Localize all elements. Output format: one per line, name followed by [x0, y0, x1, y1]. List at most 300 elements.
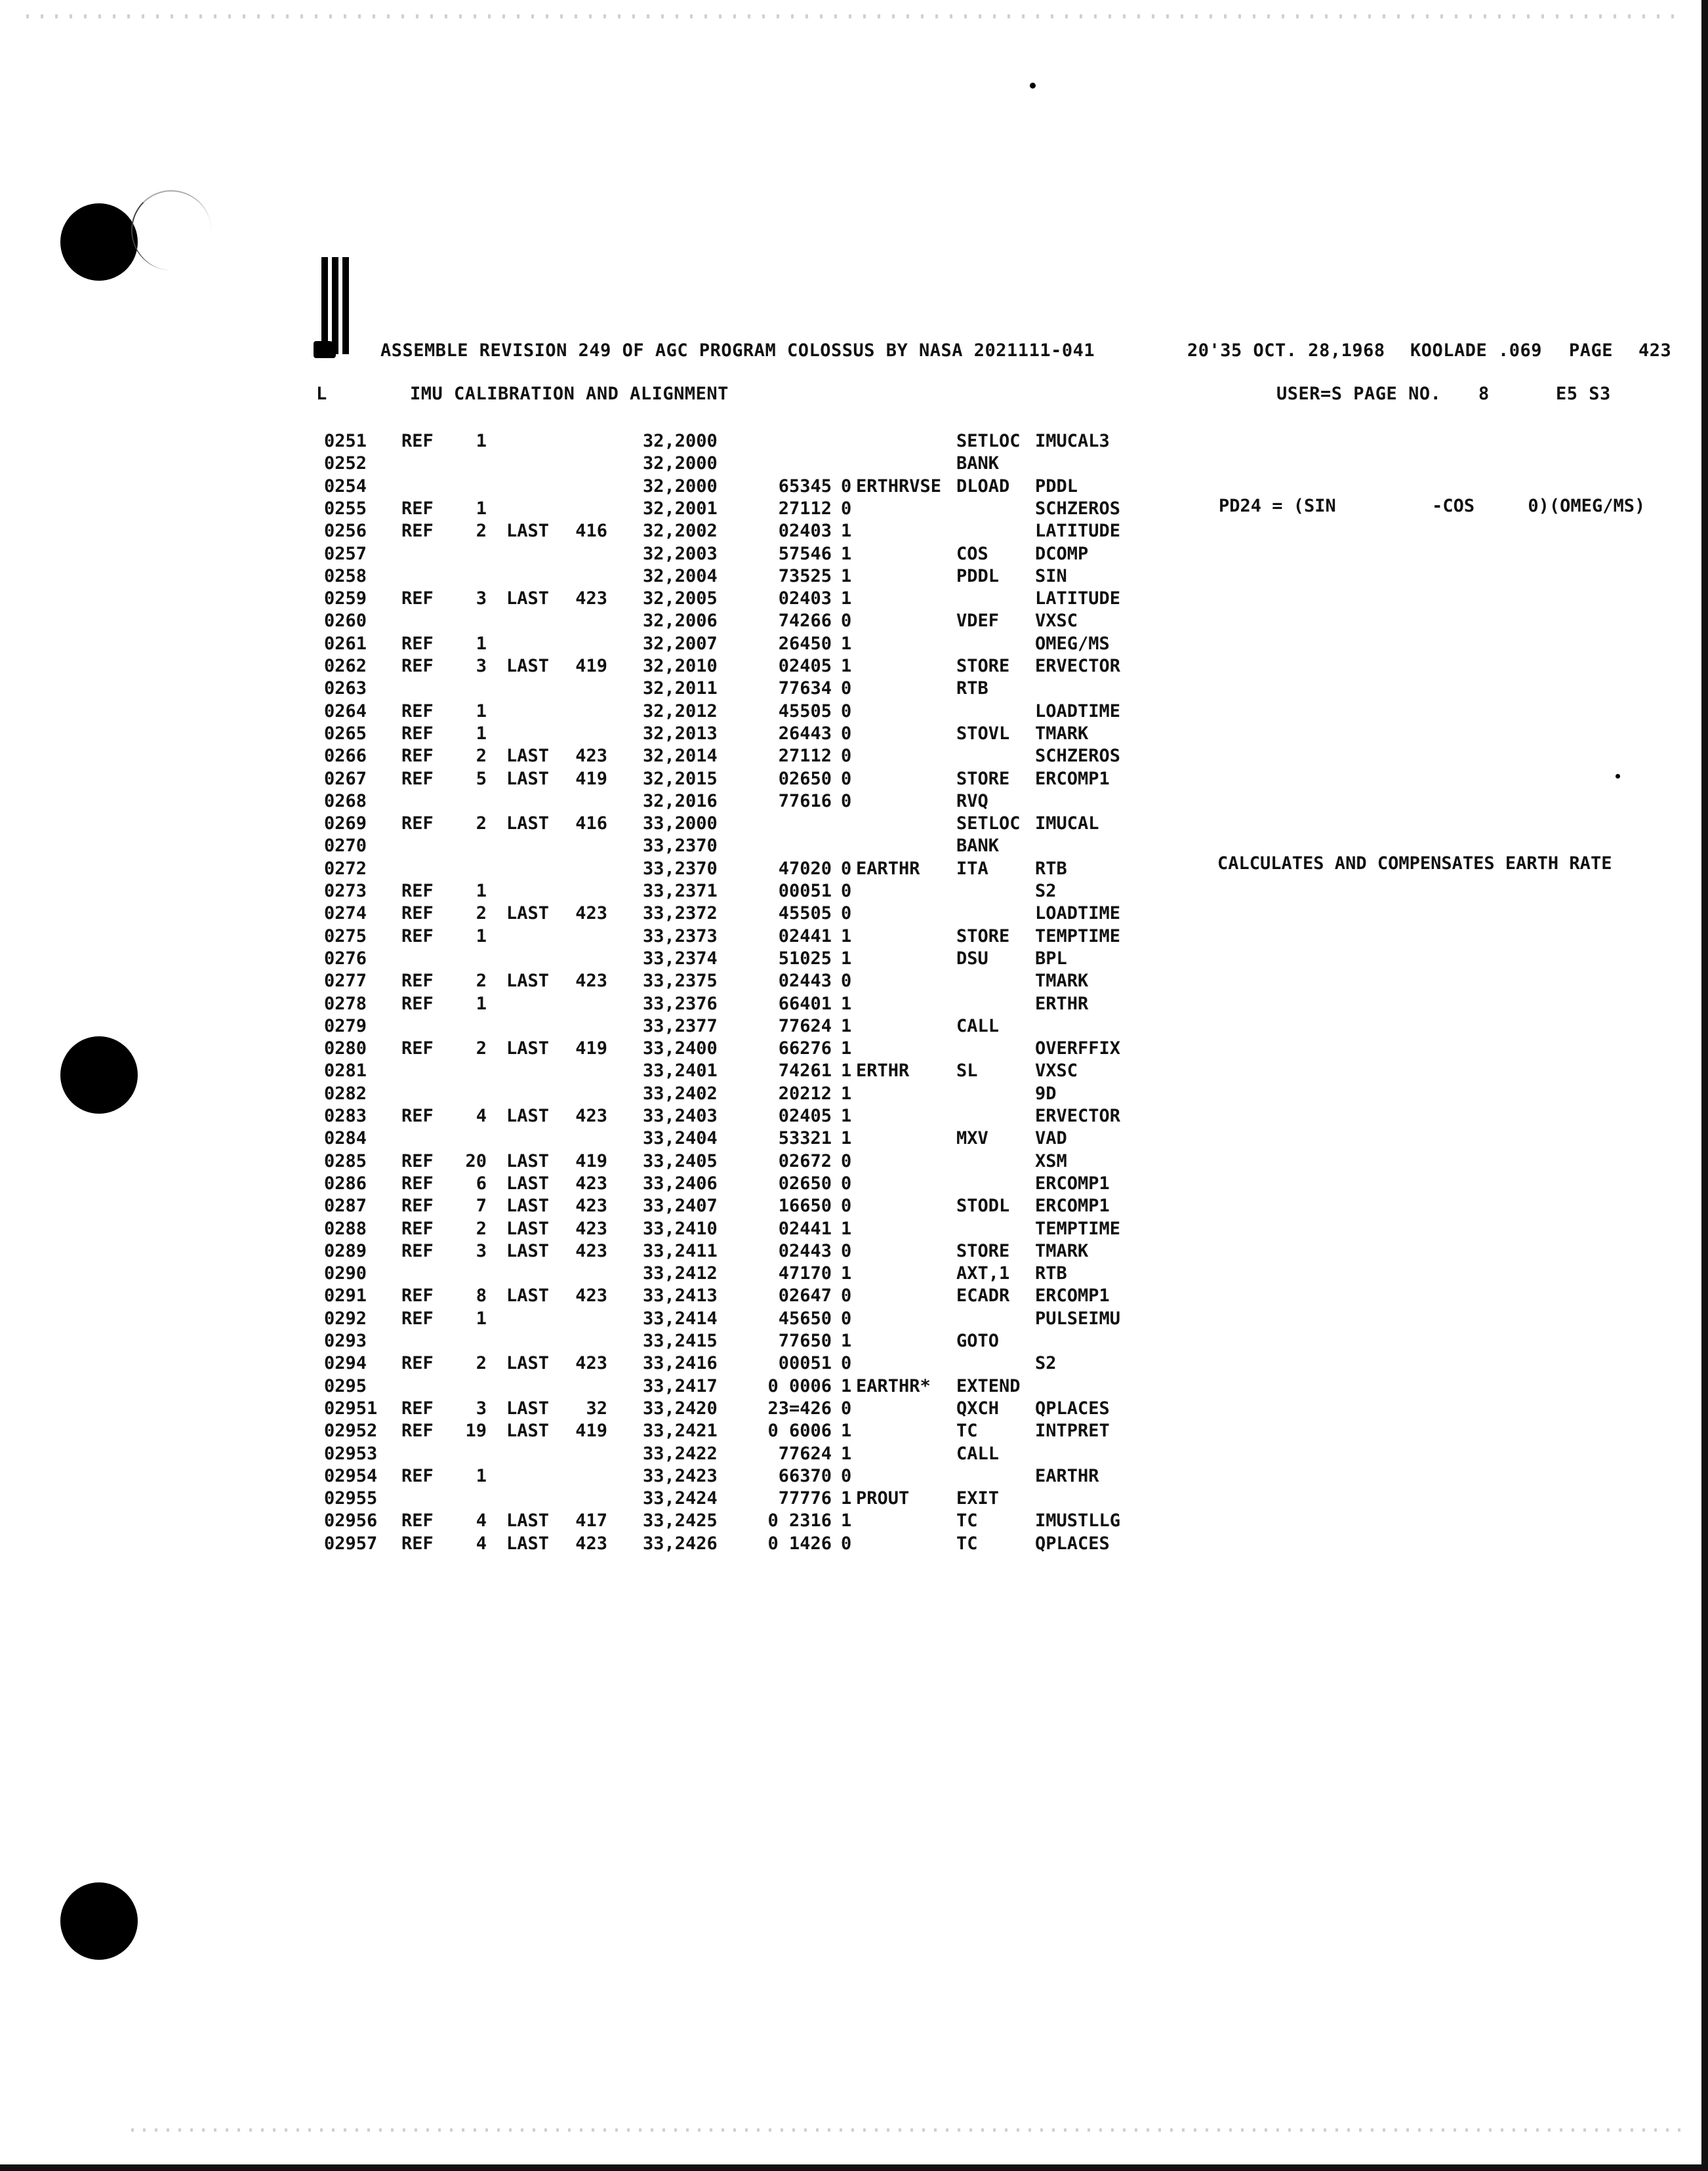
octal-word: 02441: [778, 1219, 832, 1239]
line-number: 0292: [324, 1309, 367, 1329]
operand: SIN: [1035, 566, 1067, 586]
ref-marker: REF: [401, 521, 434, 541]
address: 32,2004: [643, 566, 718, 586]
operand: SCHZEROS: [1035, 498, 1121, 519]
octal-word: 77624: [778, 1016, 832, 1036]
ref-marker: REF: [401, 813, 434, 834]
ref-marker: REF: [401, 1038, 434, 1059]
line-number: 0258: [324, 566, 367, 586]
octal-word: 02405: [778, 656, 832, 676]
operand: ERVECTOR: [1035, 656, 1121, 676]
last-page: 423: [575, 746, 607, 766]
ref-count: 2: [476, 971, 487, 991]
opcode: EXIT: [956, 1488, 1000, 1509]
ref-marker: REF: [401, 903, 434, 923]
octal-word: 0 1426: [767, 1533, 832, 1554]
symbol-label: ERTHRVSE: [856, 476, 942, 497]
address: 33,2401: [643, 1061, 718, 1081]
listing-row: [0, 634, 1708, 656]
line-number: 02951: [324, 1398, 378, 1419]
address: 33,2404: [643, 1128, 718, 1148]
address: 32,2014: [643, 746, 718, 766]
opcode: GOTO: [956, 1331, 1000, 1351]
line-number: 0252: [324, 453, 367, 474]
symbol-label: ERTHR: [856, 1061, 910, 1081]
symbol-label: PROUT: [856, 1488, 910, 1509]
ref-marker: REF: [401, 1241, 434, 1261]
last-marker: LAST: [506, 1196, 550, 1216]
line-number: 0262: [324, 656, 367, 676]
operand: INTPRET: [1035, 1421, 1110, 1441]
octal-word: 0 2316: [767, 1511, 832, 1531]
operand: RTB: [1035, 859, 1067, 879]
user-page-label: USER=S PAGE NO.: [1276, 384, 1442, 404]
listing-row: [0, 521, 1708, 543]
assembly-timestamp: 20'35 OCT. 28,1968: [1187, 340, 1385, 361]
last-page: 419: [575, 769, 607, 789]
parity-bit: 0: [841, 1533, 852, 1554]
parity-bit: 1: [841, 1263, 852, 1284]
opcode: SETLOC: [956, 431, 1021, 451]
ref-count: 8: [476, 1286, 487, 1306]
parity-bit: 1: [841, 1219, 852, 1239]
octal-word: 45505: [778, 903, 832, 923]
operand: LATITUDE: [1035, 588, 1121, 609]
opcode: SETLOC: [956, 813, 1021, 834]
parity-bit: 0: [841, 1286, 852, 1306]
address: 33,2370: [643, 836, 718, 856]
opcode: TC: [956, 1533, 978, 1554]
opcode: EXTEND: [956, 1376, 1021, 1396]
assembly-banner: ASSEMBLE REVISION 249 OF AGC PROGRAM COLOSSUS BY NASA 2021111-041: [380, 340, 1095, 361]
binder-tab-foot: [314, 341, 336, 358]
symbol-label: EARTHR*: [856, 1376, 931, 1396]
ref-count: 2: [476, 1038, 487, 1059]
address: 33,2403: [643, 1106, 718, 1126]
line-number: 0256: [324, 521, 367, 541]
line-number: 0294: [324, 1353, 367, 1373]
line-number: 0276: [324, 948, 367, 969]
parity-bit: 1: [841, 1016, 852, 1036]
listing-row: [0, 769, 1708, 791]
parity-bit: 1: [841, 566, 852, 586]
listing-row: [0, 1241, 1708, 1263]
address: 33,2411: [643, 1241, 718, 1261]
ref-count: 3: [476, 1241, 487, 1261]
address: 32,2006: [643, 611, 718, 631]
parity-bit: 1: [841, 948, 852, 969]
octal-word: 0 6006: [767, 1421, 832, 1441]
listing-row: [0, 1488, 1708, 1511]
address: 33,2406: [643, 1173, 718, 1194]
address: 32,2000: [643, 453, 718, 474]
listing-row: [0, 926, 1708, 948]
opcode: CALL: [956, 1016, 1000, 1036]
ref-count: 1: [476, 723, 487, 744]
line-number: 0285: [324, 1151, 367, 1171]
opcode: RVQ: [956, 791, 988, 811]
octal-word: 77616: [778, 791, 832, 811]
octal-word: 73525: [778, 566, 832, 586]
operand: XSM: [1035, 1151, 1067, 1171]
line-number: 0274: [324, 903, 367, 923]
ref-marker: REF: [401, 1398, 434, 1419]
last-marker: LAST: [506, 1038, 550, 1059]
operand: LATITUDE: [1035, 521, 1121, 541]
address: 32,2010: [643, 656, 718, 676]
parity-bit: 1: [841, 994, 852, 1014]
octal-word: 16650: [778, 1196, 832, 1216]
listing-row: [0, 1106, 1708, 1128]
operand: IMUSTLLG: [1035, 1511, 1121, 1531]
octal-word: 0 0006: [767, 1376, 832, 1396]
address: 33,2417: [643, 1376, 718, 1396]
last-page: 423: [575, 1219, 607, 1239]
opcode: QXCH: [956, 1398, 1000, 1419]
ref-count: 20: [465, 1151, 487, 1171]
line-number: 0251: [324, 431, 367, 451]
ref-marker: REF: [401, 1309, 434, 1329]
line-number: 0281: [324, 1061, 367, 1081]
octal-word: 02647: [778, 1286, 832, 1306]
line-number: 0282: [324, 1084, 367, 1104]
parity-bit: 0: [841, 1151, 852, 1171]
line-number: 0293: [324, 1331, 367, 1351]
last-marker: LAST: [506, 1151, 550, 1171]
parity-bit: 0: [841, 903, 852, 923]
operand: ERCOMP1: [1035, 1196, 1110, 1216]
opcode: TC: [956, 1421, 978, 1441]
page-number: 423: [1638, 340, 1672, 361]
last-page: 423: [575, 1106, 607, 1126]
parity-bit: 0: [841, 1353, 852, 1373]
ref-count: 1: [476, 1309, 487, 1329]
opcode: CALL: [956, 1444, 1000, 1464]
opcode: RTB: [956, 678, 988, 699]
octal-word: 47020: [778, 859, 832, 879]
line-number: 0284: [324, 1128, 367, 1148]
parity-bit: 0: [841, 1173, 852, 1194]
listing-row: [0, 1084, 1708, 1106]
address: 33,2376: [643, 994, 718, 1014]
operand: OVERFFIX: [1035, 1038, 1121, 1059]
last-page: 423: [575, 1533, 607, 1554]
listing-row: [0, 1061, 1708, 1083]
parity-bit: 0: [841, 498, 852, 519]
ref-marker: REF: [401, 994, 434, 1014]
address: 32,2012: [643, 701, 718, 721]
last-page: 423: [575, 1196, 607, 1216]
address: 33,2423: [643, 1466, 718, 1486]
operand: ERCOMP1: [1035, 1173, 1110, 1194]
listing-row: [0, 903, 1708, 925]
ref-count: 4: [476, 1533, 487, 1554]
octal-word: 26450: [778, 634, 832, 654]
parity-bit: 1: [841, 926, 852, 946]
parity-bit: 0: [841, 1241, 852, 1261]
line-number: 02957: [324, 1533, 378, 1554]
octal-word: 47170: [778, 1263, 832, 1284]
parity-bit: 0: [841, 701, 852, 721]
opcode: STORE: [956, 926, 1010, 946]
scan-noise-top: [26, 14, 1686, 18]
octal-word: 02403: [778, 588, 832, 609]
listing-row: [0, 453, 1708, 476]
parity-bit: 1: [841, 1038, 852, 1059]
line-number: 0268: [324, 791, 367, 811]
ref-count: 1: [476, 881, 487, 901]
opcode: DSU: [956, 948, 988, 969]
operand: RTB: [1035, 1263, 1067, 1284]
address: 32,2001: [643, 498, 718, 519]
address: 33,2400: [643, 1038, 718, 1059]
octal-word: 02405: [778, 1106, 832, 1126]
last-page: 423: [575, 1173, 607, 1194]
ref-count: 1: [476, 431, 487, 451]
operand: TMARK: [1035, 723, 1089, 744]
ref-count: 2: [476, 1219, 487, 1239]
last-marker: LAST: [506, 1353, 550, 1373]
octal-word: 65345: [778, 476, 832, 497]
listing-row: [0, 544, 1708, 566]
parity-bit: 0: [841, 476, 852, 497]
ref-marker: REF: [401, 588, 434, 609]
listing-row: [0, 1466, 1708, 1488]
last-page: 419: [575, 656, 607, 676]
listing-row: [0, 1128, 1708, 1150]
octal-word: 51025: [778, 948, 832, 969]
opcode: BANK: [956, 453, 1000, 474]
line-number: 0275: [324, 926, 367, 946]
octal-word: 57546: [778, 544, 832, 564]
punch-hole-bottom: [60, 1882, 138, 1960]
last-marker: LAST: [506, 1219, 550, 1239]
line-number: 0288: [324, 1219, 367, 1239]
pd24-formula-comment: PD24 = (SIN -COS 0)(OMEG/MS): [1219, 496, 1646, 516]
line-number: 02954: [324, 1466, 378, 1486]
line-number: 0272: [324, 859, 367, 879]
line-number: 0295: [324, 1376, 367, 1396]
line-number: 0267: [324, 769, 367, 789]
ref-count: 1: [476, 926, 487, 946]
listing-row: [0, 476, 1708, 498]
listing-row: [0, 1533, 1708, 1556]
line-number: 0269: [324, 813, 367, 834]
listing-row: [0, 948, 1708, 971]
ref-marker: REF: [401, 746, 434, 766]
listing-row: [0, 791, 1708, 813]
ink-speck: [1030, 83, 1036, 89]
address: 33,2415: [643, 1331, 718, 1351]
opcode: DLOAD: [956, 476, 1010, 497]
operand: OMEG/MS: [1035, 634, 1110, 654]
address: 33,2000: [643, 813, 718, 834]
listing-row: [0, 881, 1708, 903]
address: 32,2002: [643, 521, 718, 541]
last-page: 423: [575, 588, 607, 609]
page-edge-bottom: [0, 2164, 1708, 2171]
parity-bit: 1: [841, 1444, 852, 1464]
address: 33,2420: [643, 1398, 718, 1419]
opcode: STORE: [956, 769, 1010, 789]
operand: QPLACES: [1035, 1533, 1110, 1554]
line-number: 0291: [324, 1286, 367, 1306]
listing-row: [0, 723, 1708, 746]
listing-row: [0, 971, 1708, 993]
parity-bit: 0: [841, 769, 852, 789]
listing-row: [0, 1353, 1708, 1375]
octal-word: 45505: [778, 701, 832, 721]
ref-marker: REF: [401, 723, 434, 744]
last-page: 423: [575, 1286, 607, 1306]
parity-bit: 1: [841, 521, 852, 541]
line-number: 0265: [324, 723, 367, 744]
parity-bit: 1: [841, 1084, 852, 1104]
parity-bit: 1: [841, 544, 852, 564]
line-number: 0260: [324, 611, 367, 631]
ref-marker: REF: [401, 769, 434, 789]
opcode: PDDL: [956, 566, 1000, 586]
listing-row: [0, 1173, 1708, 1196]
address: 32,2005: [643, 588, 718, 609]
user-page-ref: E5 S3: [1556, 384, 1611, 404]
address: 33,2421: [643, 1421, 718, 1441]
last-page: 32: [586, 1398, 607, 1419]
last-marker: LAST: [506, 1511, 550, 1531]
listing-row: [0, 701, 1708, 723]
listing-row: [0, 994, 1708, 1016]
last-marker: LAST: [506, 1106, 550, 1126]
ref-count: 1: [476, 634, 487, 654]
address: 33,2424: [643, 1488, 718, 1509]
address: 33,2413: [643, 1286, 718, 1306]
last-marker: LAST: [506, 1286, 550, 1306]
listing-row: [0, 1421, 1708, 1443]
operand: S2: [1035, 881, 1057, 901]
operand: TEMPTIME: [1035, 1219, 1121, 1239]
listing-row: [0, 1219, 1708, 1241]
octal-word: 53321: [778, 1128, 832, 1148]
address: 33,2370: [643, 859, 718, 879]
symbol-label: EARTHR: [856, 859, 920, 879]
listing-row: [0, 813, 1708, 836]
address: 33,2377: [643, 1016, 718, 1036]
ref-marker: REF: [401, 926, 434, 946]
last-page: 423: [575, 903, 607, 923]
address: 32,2016: [643, 791, 718, 811]
opcode: MXV: [956, 1128, 988, 1148]
parity-bit: 0: [841, 1309, 852, 1329]
parity-bit: 0: [841, 723, 852, 744]
listing-row: [0, 1263, 1708, 1286]
last-marker: LAST: [506, 588, 550, 609]
listing-row: [0, 1398, 1708, 1421]
section-title: IMU CALIBRATION AND ALIGNMENT: [410, 384, 729, 404]
octal-word: 02672: [778, 1151, 832, 1171]
line-number: 0290: [324, 1263, 367, 1284]
octal-word: 77634: [778, 678, 832, 699]
ref-count: 1: [476, 1466, 487, 1486]
ref-count: 7: [476, 1196, 487, 1216]
listing-row: [0, 1286, 1708, 1308]
last-marker: LAST: [506, 1173, 550, 1194]
line-number: 0287: [324, 1196, 367, 1216]
octal-word: 02441: [778, 926, 832, 946]
address: 33,2405: [643, 1151, 718, 1171]
listing-row: [0, 1511, 1708, 1533]
address: 33,2402: [643, 1084, 718, 1104]
last-page: 419: [575, 1421, 607, 1441]
listing-row: [0, 1151, 1708, 1173]
parity-bit: 0: [841, 859, 852, 879]
line-number: 0257: [324, 544, 367, 564]
listing-row: [0, 1038, 1708, 1061]
address: 32,2007: [643, 634, 718, 654]
opcode: SL: [956, 1061, 978, 1081]
ref-count: 3: [476, 588, 487, 609]
listing-row: [0, 431, 1708, 453]
operand: LOADTIME: [1035, 903, 1121, 923]
ref-count: 2: [476, 813, 487, 834]
opcode: BANK: [956, 836, 1000, 856]
ref-marker: REF: [401, 881, 434, 901]
ref-marker: REF: [401, 1196, 434, 1216]
earth-rate-comment: CALCULATES AND COMPENSATES EARTH RATE: [1217, 853, 1612, 874]
listing-row: [0, 678, 1708, 700]
octal-word: 00051: [778, 881, 832, 901]
ref-count: 3: [476, 1398, 487, 1419]
ref-marker: REF: [401, 1511, 434, 1531]
ref-count: 2: [476, 746, 487, 766]
last-marker: LAST: [506, 903, 550, 923]
line-number: 02952: [324, 1421, 378, 1441]
ref-marker: REF: [401, 634, 434, 654]
ref-count: 5: [476, 769, 487, 789]
line-number: 0261: [324, 634, 367, 654]
parity-bit: 1: [841, 1421, 852, 1441]
listing-row: [0, 1331, 1708, 1353]
address: 33,2412: [643, 1263, 718, 1284]
last-marker: LAST: [506, 1398, 550, 1419]
ref-count: 1: [476, 701, 487, 721]
operand: IMUCAL3: [1035, 431, 1110, 451]
listing-row: [0, 746, 1708, 768]
ref-marker: REF: [401, 1286, 434, 1306]
operand: BPL: [1035, 948, 1067, 969]
octal-word: 27112: [778, 746, 832, 766]
parity-bit: 1: [841, 656, 852, 676]
ref-count: 1: [476, 994, 487, 1014]
line-number: 02956: [324, 1511, 378, 1531]
line-number: 0259: [324, 588, 367, 609]
last-page: 419: [575, 1038, 607, 1059]
last-marker: LAST: [506, 1533, 550, 1554]
ref-marker: REF: [401, 498, 434, 519]
ref-count: 4: [476, 1106, 487, 1126]
octal-word: 26443: [778, 723, 832, 744]
parity-bit: 1: [841, 588, 852, 609]
ref-marker: REF: [401, 1219, 434, 1239]
opcode: TC: [956, 1511, 978, 1531]
listing-row: [0, 1016, 1708, 1038]
ref-marker: REF: [401, 1151, 434, 1171]
last-page: 417: [575, 1511, 607, 1531]
opcode: STORE: [956, 1241, 1010, 1261]
listing-type-marker: L: [316, 384, 327, 404]
parity-bit: 0: [841, 611, 852, 631]
operand: ERTHR: [1035, 994, 1089, 1014]
operand: S2: [1035, 1353, 1057, 1373]
